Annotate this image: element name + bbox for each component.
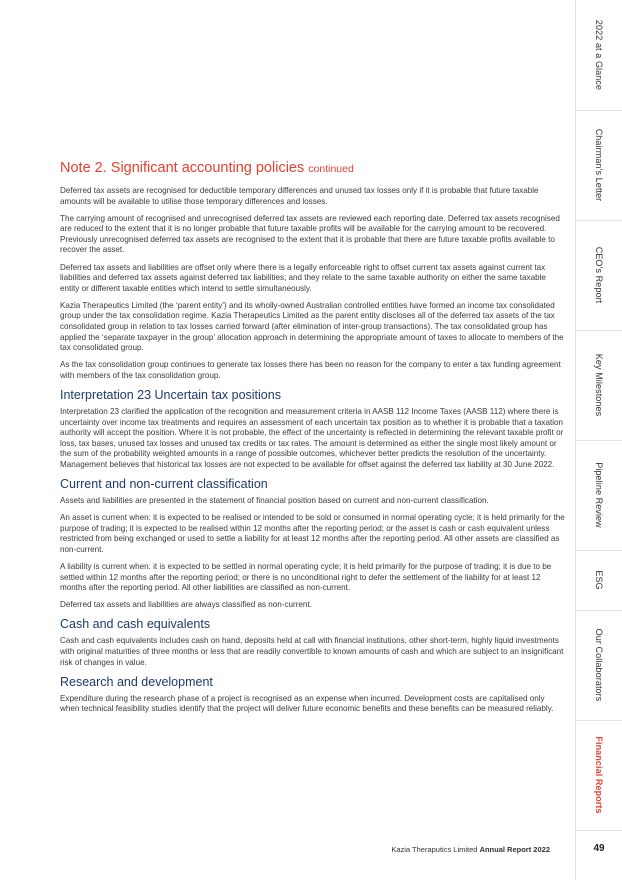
- paragraph: A liability is current when: it is expected to be settled in normal operating cycle; it is held primarily for the purpose of trading; it is due to be settled within 12 months after the reporting period; or there is no unconditional right to defer the settlement of the liability for at least 12 months after the reporting period. All other liabilities are classified as non-current.: [60, 562, 552, 593]
- page-footer: [340, 845, 550, 854]
- paragraph: Cash and cash equivalents includes cash on hand, deposits held at call with financial institutions, other short-term, highly liquid investments with original maturities of three months or less that are readily convertible to known amounts of cash and which are subject to an insignificant risk of changes in value.: [60, 636, 564, 667]
- section-heading: Current and non-current classification: [60, 477, 268, 492]
- main-content: [60, 160, 566, 721]
- paragraph: An asset is current when: it is expected to be realised or intended to be sold or consumed in normal operating cycle; it is held primarily for the purpose of trading; it is expected to be realised within 12 months after the reporting period; or the asset is cash or cash equivalent unless restricted from being exchanged or used to settle a liability for at least 12 months after the reporting period. All other assets are classified as non-current.: [60, 513, 565, 554]
- section-nav-sidebar: [575, 0, 622, 880]
- tab-our-collaborators[interactable]: Our Collaborators: [594, 628, 604, 702]
- tab-ceos-report[interactable]: CEO’s Report: [594, 246, 604, 304]
- paragraph: Deferred tax assets and liabilities are always classified as non-current.: [60, 600, 312, 610]
- page-title-text: Note 2. Significant accounting policies: [60, 160, 305, 176]
- footer-report: Annual Report 2022: [479, 845, 550, 854]
- tab-2022-at-a-glance[interactable]: 2022 at a Glance: [594, 19, 604, 91]
- paragraph: As the tax consolidation group continues to generate tax losses there has been no reason for the company to enter a tax funding agreement with members of the tax consolidation group.: [60, 360, 561, 380]
- tab-pipeline-review[interactable]: Pipeline Review: [594, 462, 604, 528]
- page-number: 49: [593, 843, 605, 854]
- paragraph: Kazia Therapeutics Limited (the ‘parent entity’) and its wholly-owned Australian controlled entities have formed an income tax consolidated group under the tax consolidation regime. Kazia Therapeutics Limited as the parent entity discloses all of the deferred tax assets of the tax consolidated group in relation to tax losses carried forward (after elimination of inter-group transactions). The tax consolidated group has applied the ‘separate taxpayer in the group’ allocation approach in determining the appropriate amount of taxes to allocate to members of the tax consolidated group.: [60, 300, 564, 353]
- section-heading: Cash and cash equivalents: [60, 617, 211, 632]
- paragraph: Deferred tax assets and liabilities are offset only where there is a legally enforceable right to offset current tax assets against current tax liabilities and deferred tax assets against deferred tax liabilities; and they relate to the same taxable authority on either the same taxable entity or different taxable entities which intend to settle simultaneously.: [60, 262, 546, 293]
- footer-company: Kazia Theraputics Limited: [391, 845, 478, 854]
- tab-esg[interactable]: ESG: [594, 570, 604, 590]
- paragraph: Interpretation 23 clarified the application of the recognition and measurement criteria in AASB 112 Income Taxes (AASB 112) where there is uncertainty over income tax treatments and requires an assessment of each uncertain tax position as to whether it is probable that a taxation authority will accept the position. Where it is not probable, the effect of the uncertainty is reflected in determining the relevant taxable profit or loss, tax bases, unused tax losses and unused tax credits or tax rates. The amount is determined as either the single most likely amount or the sum of the probability weighted amounts in a range of possible outcomes, whichever better predicts the resolution of the uncertainty. Management believes that historical tax losses are not expected to be available for offset against the deferred tax liability at 30 June 2022.: [60, 407, 564, 469]
- tab-financial-reports[interactable]: Financial Reports: [594, 736, 604, 814]
- tab-chairmans-letter[interactable]: Chairman’s Letter: [594, 128, 604, 202]
- section-heading: Interpretation 23 Uncertain tax positions: [60, 388, 281, 402]
- tab-key-milestones[interactable]: Key Milestones: [594, 353, 604, 417]
- paragraph: Deferred tax assets are recognised for deductible temporary differences and unused tax losses only if it is probable that future taxable amounts will be available to utilise those temporary differences and losses.: [60, 186, 539, 206]
- page-title: [60, 160, 566, 176]
- paragraph: The carrying amount of recognised and unrecognised deferred tax assets are reviewed each reporting date. Deferred tax assets recognised are reduced to the extent that it is no longer probable that future taxable profits will be available for the carrying amount to be recovered. Previously unrecognised deferred tax assets are recognised to the extent that it is probable that there are future taxable profits available to recover the asset.: [60, 213, 560, 255]
- paragraph: Expenditure during the research phase of a project is recognised as an expense when incurred. Development costs are capitalised only when technical feasibility studies identify that the project will deliver future economic benefits and these benefits can be measured reliably.: [60, 693, 554, 714]
- tab-divider: [576, 830, 622, 831]
- page-title-suffix: continued: [308, 163, 354, 175]
- paragraph: Assets and liabilities are presented in the statement of financial position based on current and non-current classification.: [60, 496, 489, 506]
- section-heading: Research and development: [60, 674, 213, 689]
